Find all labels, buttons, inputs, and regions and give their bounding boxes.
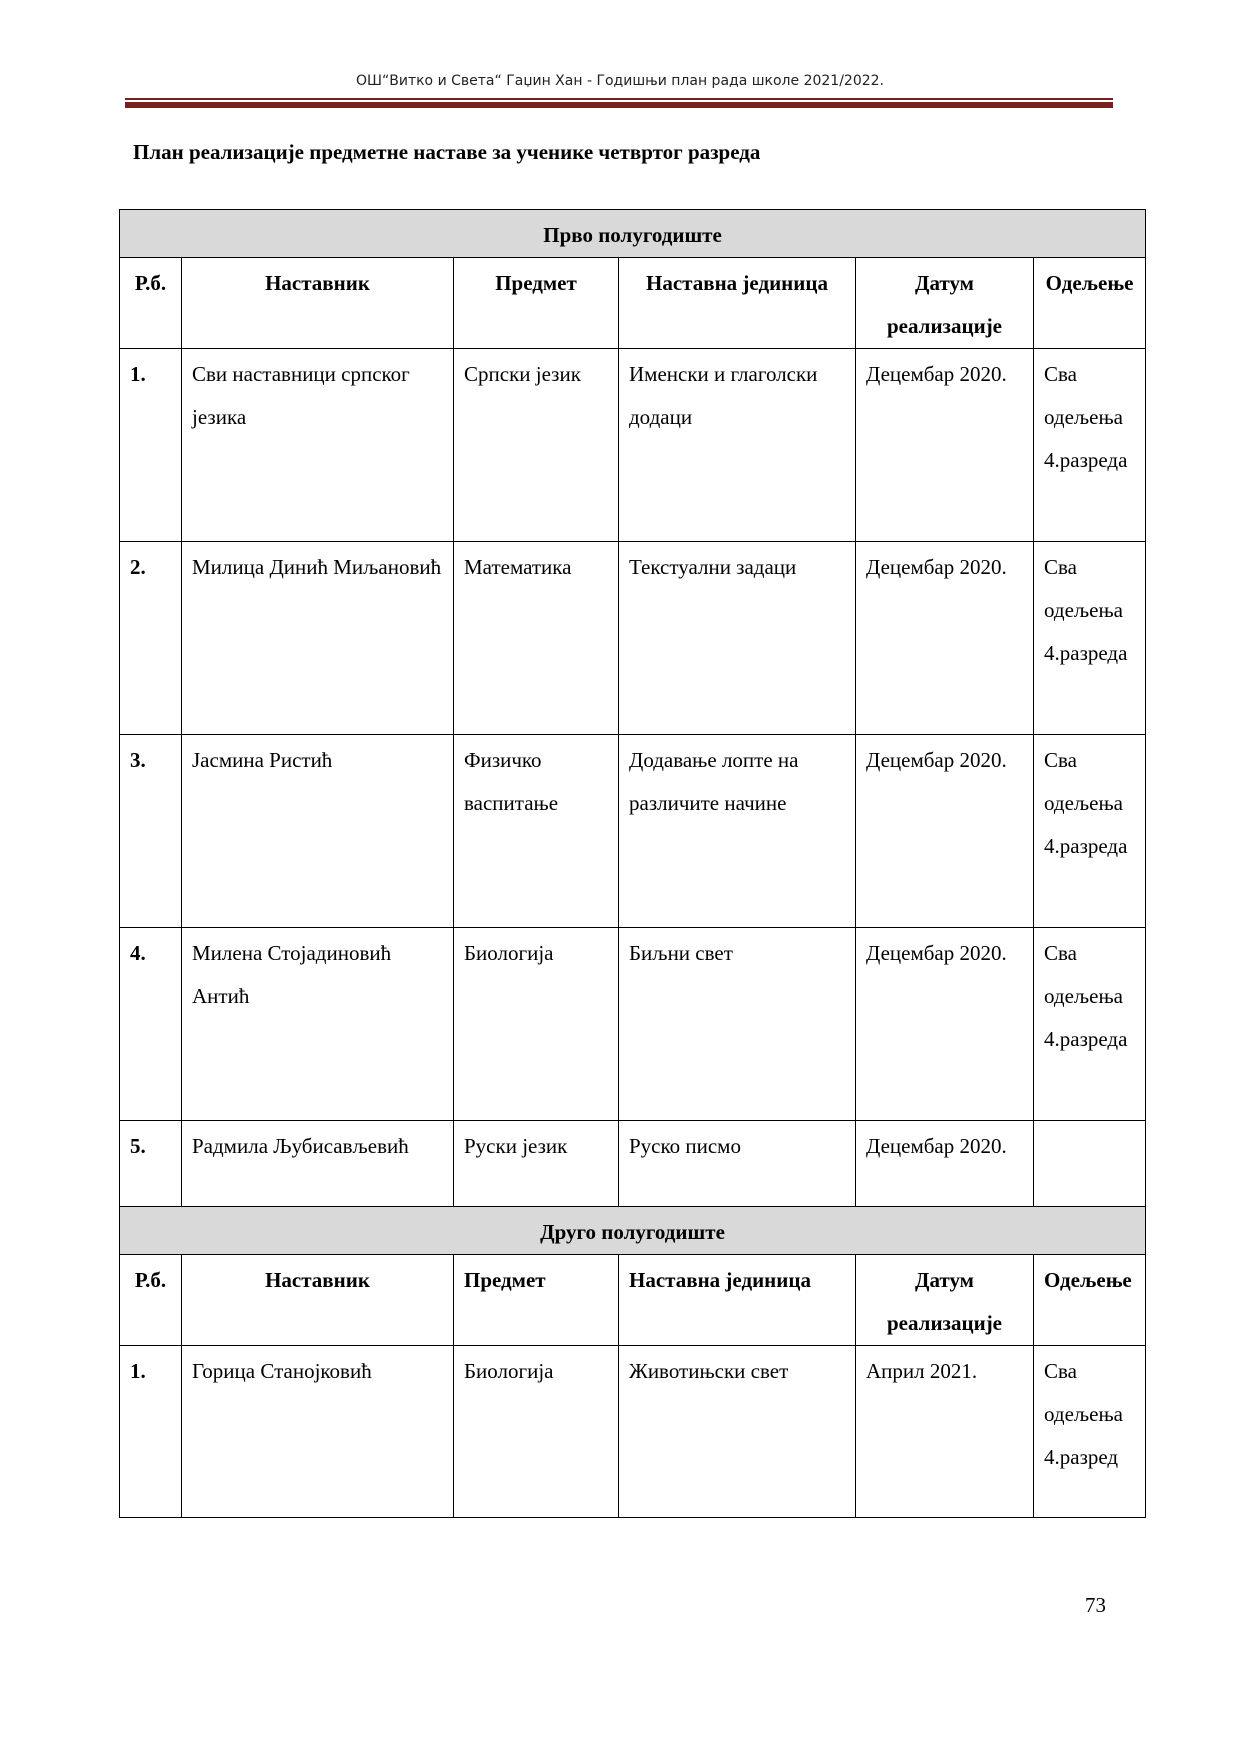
running-header: ОШ“Витко и Света“ Гаџин Хан - Годишњи план рада школе 2021/2022. — [356, 73, 884, 89]
col-header-teacher: Наставник — [182, 258, 454, 349]
row-subject: Биологија — [454, 1346, 619, 1518]
row-number: 5. — [120, 1121, 182, 1207]
table-row — [120, 1121, 1146, 1207]
col-header-number: Р.б. — [120, 258, 182, 349]
col-header-class: Одељење — [1034, 1255, 1146, 1346]
row-teacher: Радмила Љубисављевић — [182, 1121, 454, 1207]
row-number: 1. — [120, 349, 182, 542]
first-semester-section — [120, 210, 1146, 1207]
row-teacher: Горица Станојковић — [182, 1346, 454, 1518]
col-header-date: Датум реализације — [856, 258, 1034, 349]
row-class — [1034, 1121, 1146, 1207]
row-class: Сва одељења 4.разреда — [1034, 349, 1146, 542]
row-unit: Додавање лопте на различите начине — [619, 735, 856, 928]
row-subject: Физичко васпитање — [454, 735, 619, 928]
row-date: Април 2021. — [856, 1346, 1034, 1518]
table-header-row — [120, 258, 1146, 349]
row-unit: Биљни свет — [619, 928, 856, 1121]
table-row — [120, 1346, 1146, 1518]
row-teacher: Милена Стојадиновић Антић — [182, 928, 454, 1121]
table-row — [120, 349, 1146, 542]
row-unit: Текстуални задаци — [619, 542, 856, 735]
row-teacher: Милица Динић Миљановић — [182, 542, 454, 735]
table-header-row — [120, 1255, 1146, 1346]
row-teacher: Јасмина Ристић — [182, 735, 454, 928]
table-row — [120, 542, 1146, 735]
row-number: 4. — [120, 928, 182, 1121]
row-number: 2. — [120, 542, 182, 735]
row-class: Сва одељења 4.разреда — [1034, 542, 1146, 735]
row-date: Децембар 2020. — [856, 542, 1034, 735]
row-teacher: Сви наставници српског језика — [182, 349, 454, 542]
col-header-date: Датум реализације — [856, 1255, 1034, 1346]
col-header-number: Р.б. — [120, 1255, 182, 1346]
semester-title: Прво полугодиште — [120, 210, 1146, 258]
row-unit: Животињски свет — [619, 1346, 856, 1518]
second-semester-section — [120, 1207, 1146, 1518]
row-subject: Српски језик — [454, 349, 619, 542]
table-row — [120, 735, 1146, 928]
col-header-subject: Предмет — [454, 1255, 619, 1346]
semester-title-row — [120, 210, 1146, 258]
page-number: 73 — [1085, 1593, 1106, 1617]
row-class: Сва одељења 4.разреда — [1034, 735, 1146, 928]
row-date: Децембар 2020. — [856, 735, 1034, 928]
section-title: План реализације предметне наставе за ученике четвртог разреда — [133, 140, 761, 164]
semester-title-row — [120, 1207, 1146, 1255]
header-rule-thin — [125, 98, 1113, 100]
row-date: Децембар 2020. — [856, 1121, 1034, 1207]
row-number: 1. — [120, 1346, 182, 1518]
row-date: Децембар 2020. — [856, 928, 1034, 1121]
semester-title: Друго полугодиште — [120, 1207, 1146, 1255]
table-row — [120, 928, 1146, 1121]
row-number: 3. — [120, 735, 182, 928]
row-unit: Именски и глаголски додаци — [619, 349, 856, 542]
row-subject: Биологија — [454, 928, 619, 1121]
row-date: Децембар 2020. — [856, 349, 1034, 542]
col-header-subject: Предмет — [454, 258, 619, 349]
row-subject: Математика — [454, 542, 619, 735]
row-unit: Руско писмо — [619, 1121, 856, 1207]
col-header-unit: Наставна јединица — [619, 258, 856, 349]
row-class: Сва одељења 4.разред — [1034, 1346, 1146, 1518]
row-subject: Руски језик — [454, 1121, 619, 1207]
col-header-teacher: Наставник — [182, 1255, 454, 1346]
realization-plan-table — [119, 209, 1146, 1518]
col-header-class: Одељење — [1034, 258, 1146, 349]
row-class: Сва одељења 4.разреда — [1034, 928, 1146, 1121]
header-rule-thick — [125, 102, 1113, 108]
col-header-unit: Наставна јединица — [619, 1255, 856, 1346]
